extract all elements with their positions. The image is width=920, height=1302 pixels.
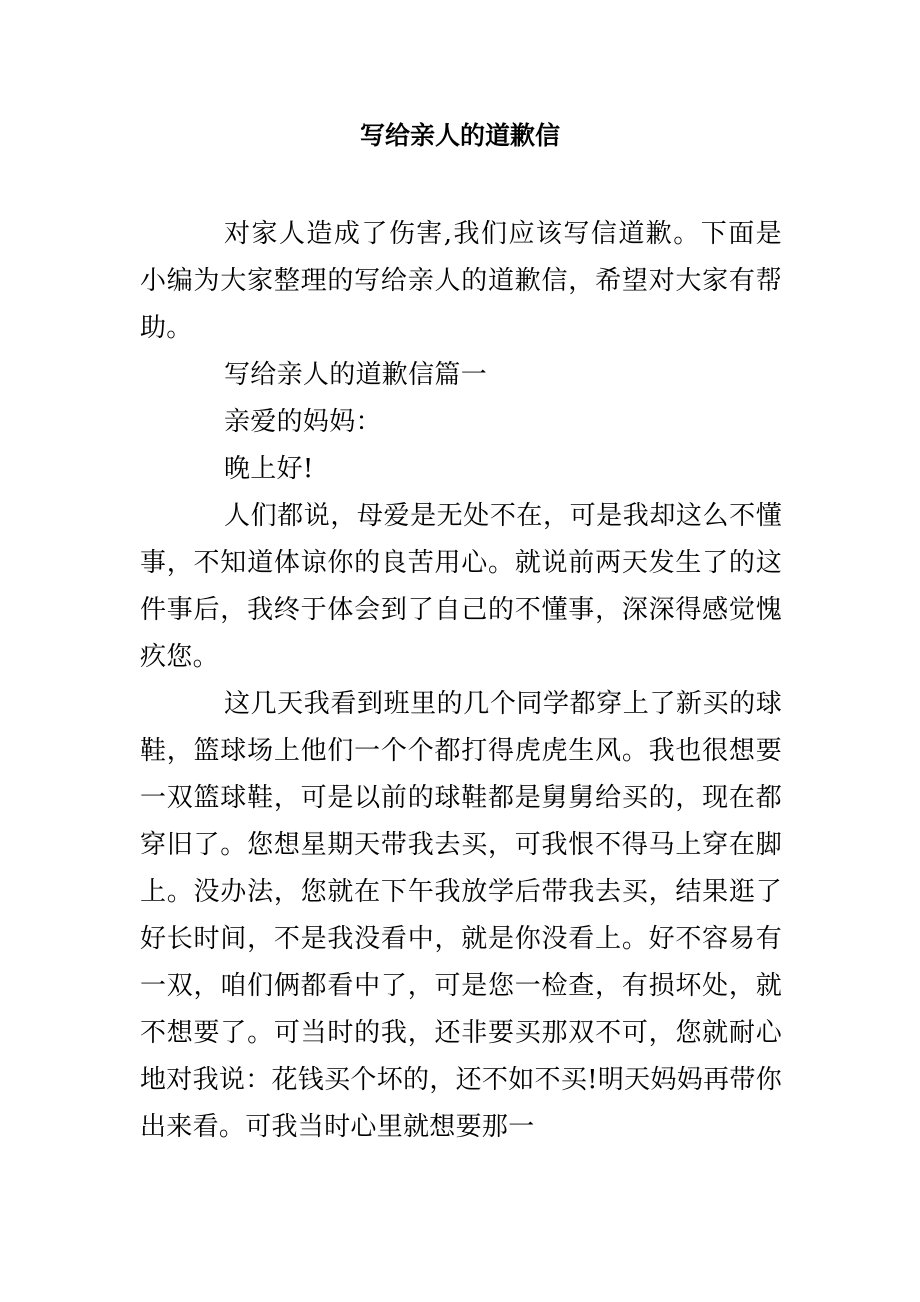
- paragraph-greeting: 晚上好!: [224, 454, 314, 484]
- document-body: [140, 211, 782, 1151]
- paragraph-body-1: 人们都说，母爱是无处不在，可是我却这么不懂事，不知道体谅你的良苦用心。就说前两天发生了的这件事后，我终于体会到了自己的不懂事，深深得感觉愧疚您。: [140, 501, 782, 672]
- paragraph-section-heading: 写给亲人的道歉信篇一: [224, 360, 488, 390]
- paragraph-body-2: 这几天我看到班里的几个同学都穿上了新买的球鞋，篮球场上他们一个个都打得虎虎生风。我也很想要一双篮球鞋，可是以前的球鞋都是舅舅给买的，现在都穿旧了。您想星期天带我去买，可我恨不得马上穿在脚上。没办法，您就在下午我放学后带我去买，结果逛了好长时间，不是我没看中，就是你没看上。好不容易有一双，咱们俩都看中了，可是您一检查，有损坏处，就不想要了。可当时的我，还非要买那双不可，您就耐心地对我说：花钱买个坏的，还不如不买!明天妈妈再带你出来看。可我当时心里就想要那一: [140, 689, 782, 1142]
- paragraph-salutation: 亲爱的妈妈：: [224, 407, 382, 437]
- paragraph-intro: 对家人造成了伤害,我们应该写信道歉。下面是小编为大家整理的写给亲人的道歉信，希望对大家有帮助。: [140, 219, 782, 343]
- document-title: 写给亲人的道歉信: [359, 121, 560, 150]
